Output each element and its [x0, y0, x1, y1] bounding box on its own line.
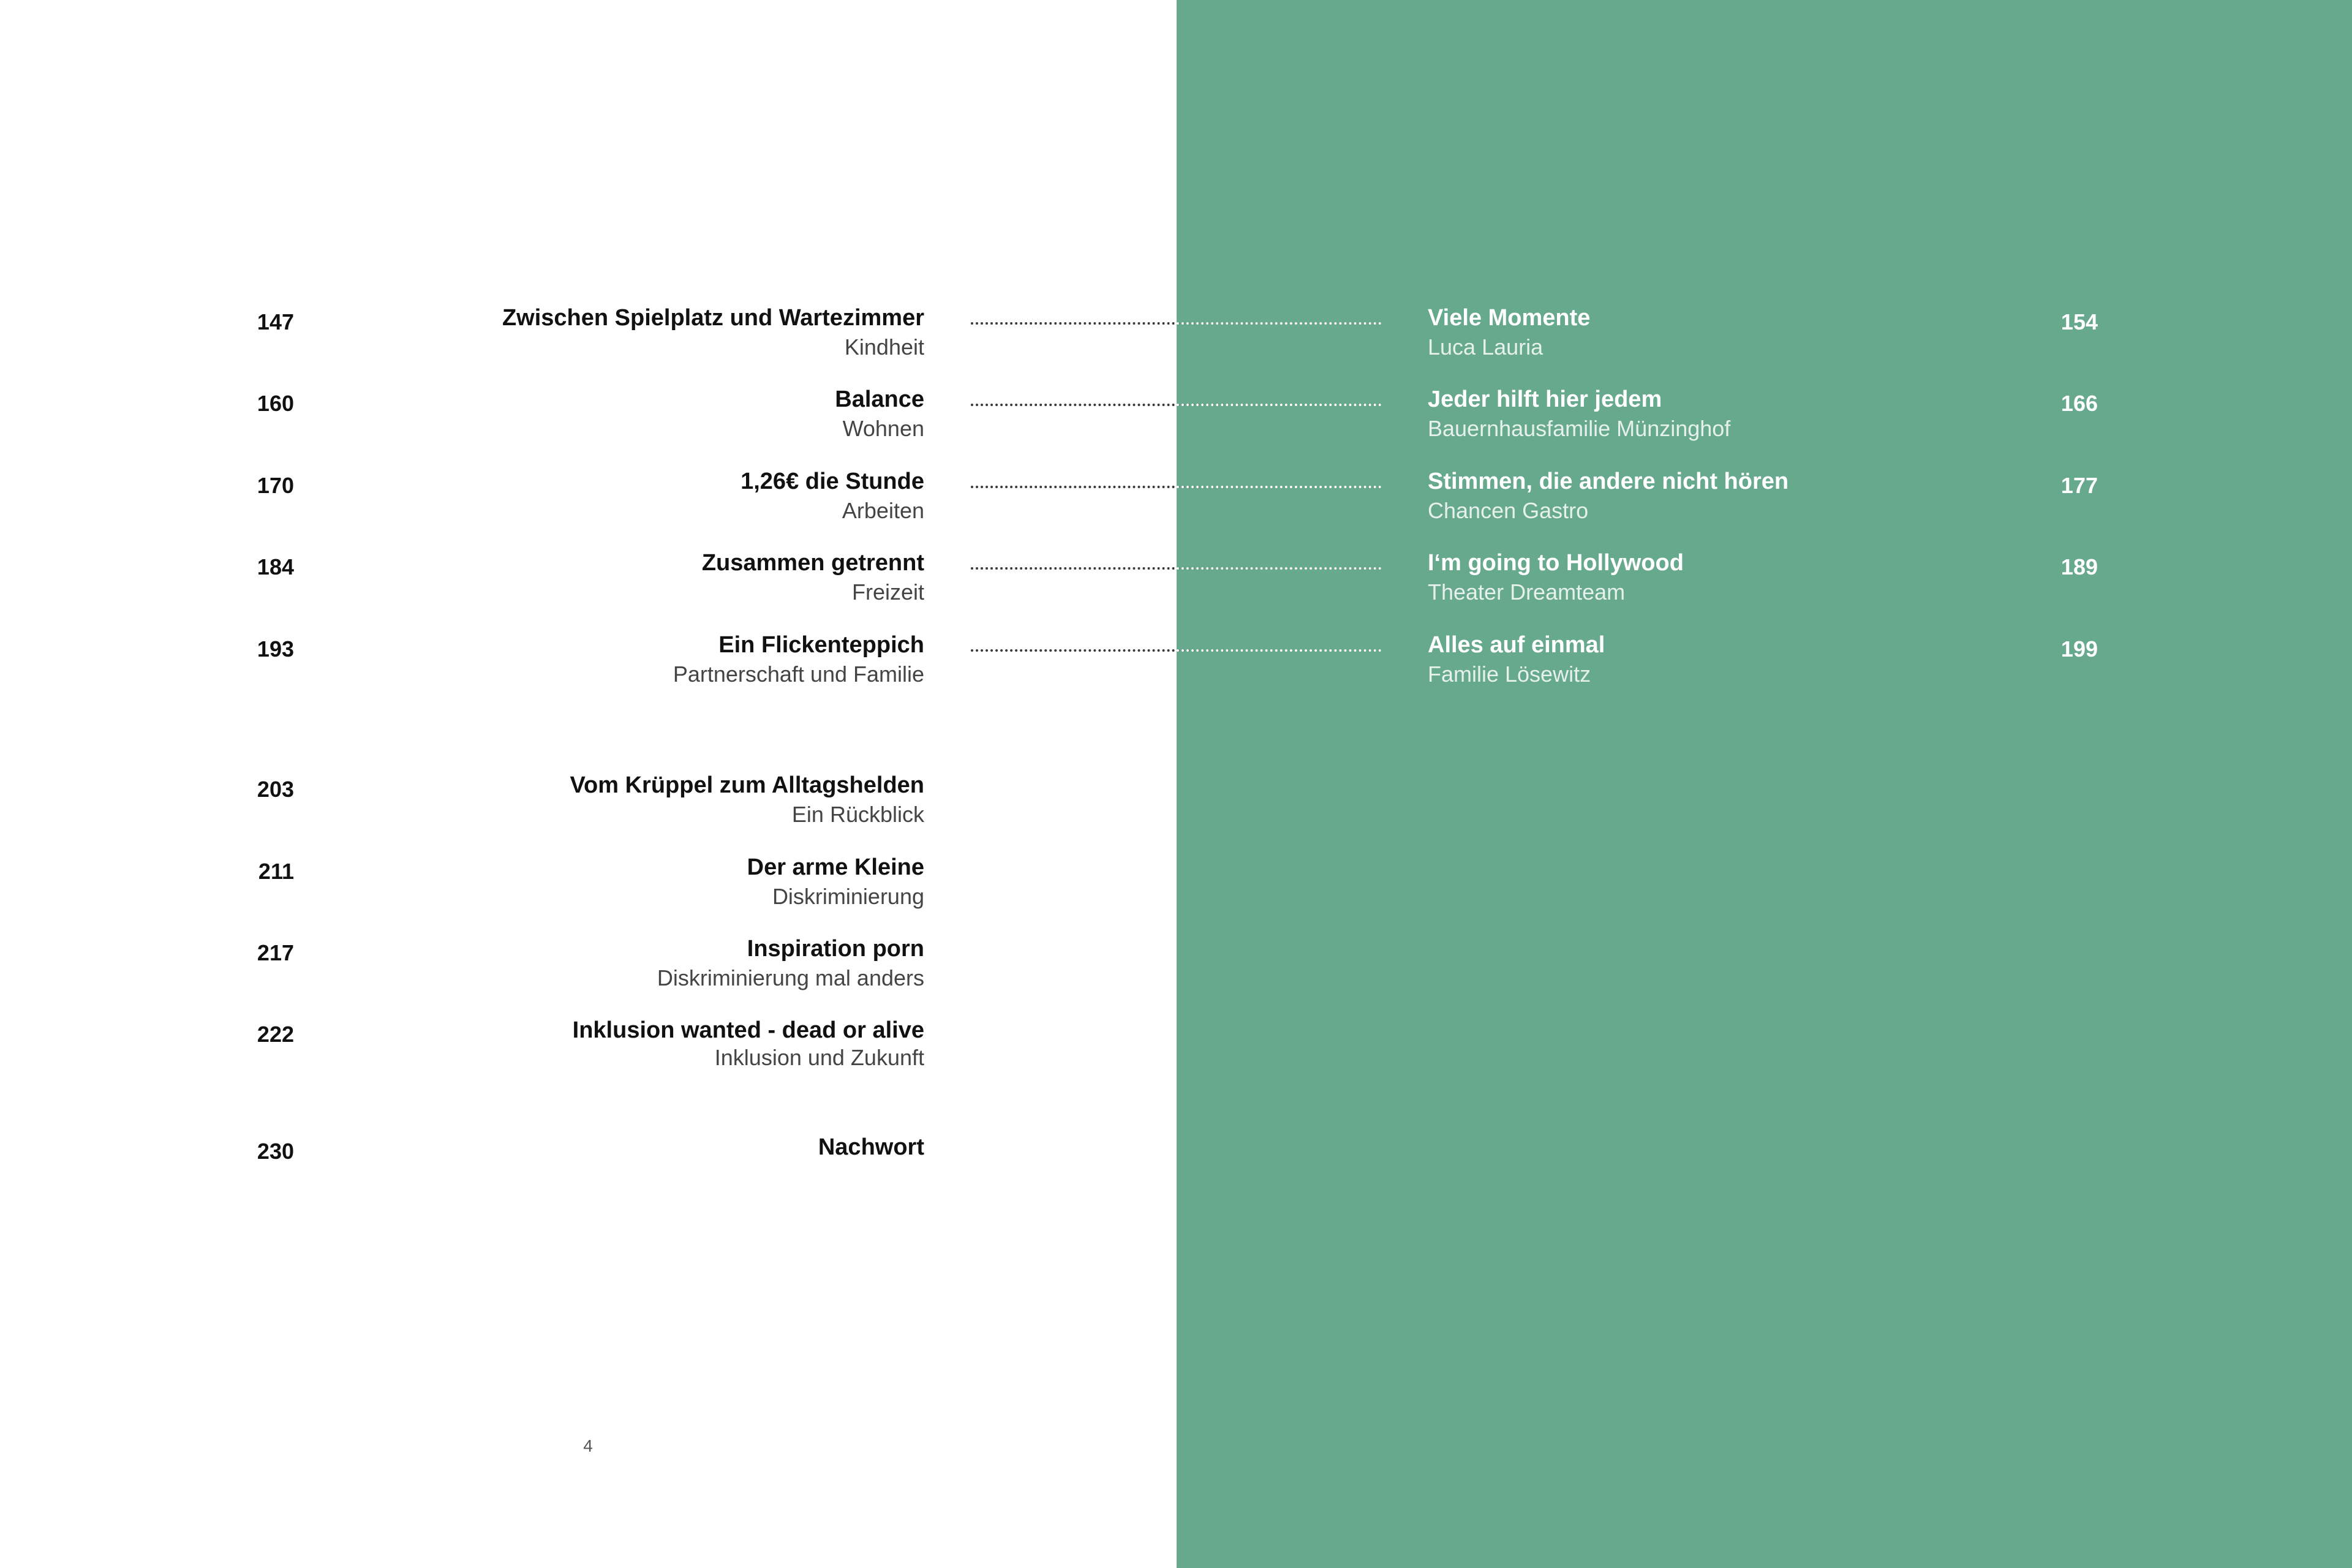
right-page	[1177, 0, 2352, 1568]
toc-page-number: 166	[2060, 391, 2098, 416]
toc-entry	[251, 1133, 924, 1162]
toc-entry-subtitle: Familie Lösewitz	[1428, 662, 1591, 687]
toc-entry-title: Inspiration porn	[747, 936, 924, 962]
toc-page-number: 217	[257, 940, 294, 965]
toc-entry-title: Ein Flickenteppich	[718, 632, 924, 658]
toc-entry	[251, 1016, 924, 1071]
toc-page-number: 147	[257, 309, 294, 334]
toc-entry-title: Nachwort	[818, 1134, 924, 1160]
toc-entry	[251, 630, 924, 689]
toc-entry-title: Der arme Kleine	[747, 854, 924, 880]
toc-entry-title: Vom Krüppel zum Alltagshelden	[570, 772, 924, 798]
toc-entry-title: Viele Momente	[1428, 305, 1591, 331]
toc-entry	[1428, 467, 2040, 526]
toc-entry	[251, 467, 924, 526]
toc-page-number: 211	[258, 859, 294, 884]
toc-entry	[251, 853, 924, 911]
toc-entry-title: 1,26€ die Stunde	[741, 469, 924, 494]
toc-entry	[1428, 303, 2040, 362]
toc-entry-title: Jeder hilft hier jedem	[1428, 386, 1662, 412]
toc-entry-subtitle: Theater Dreamteam	[1428, 579, 1626, 605]
toc-entry-title: Zusammen getrennt	[701, 550, 924, 576]
toc-entry	[251, 303, 924, 362]
toc-entry-title: I‘m going to Hollywood	[1428, 550, 1684, 576]
toc-page-number: 170	[257, 473, 294, 498]
toc-entry	[251, 385, 924, 443]
toc-entry	[1428, 630, 2040, 689]
toc-entry	[1428, 385, 2040, 443]
toc-entry-title: Zwischen Spielplatz und Wartezimmer	[502, 305, 924, 331]
toc-entry-subtitle: Ein Rückblick	[791, 802, 924, 827]
toc-entry-subtitle: Kindheit	[844, 334, 924, 360]
toc-entry-subtitle: Inklusion und Zukunft	[714, 1045, 924, 1070]
toc-entry	[251, 548, 924, 607]
toc-page-number: 199	[2060, 636, 2098, 662]
toc-entry	[251, 934, 924, 993]
toc-entry	[1428, 548, 2040, 607]
toc-entry-subtitle: Freizeit	[851, 579, 924, 605]
toc-entry-subtitle: Diskriminierung	[772, 884, 924, 909]
toc-entry-title: Alles auf einmal	[1428, 632, 1605, 658]
toc-entry-subtitle: Partnerschaft und Familie	[673, 662, 924, 687]
toc-page-number: 193	[257, 636, 294, 662]
dot-leader	[971, 322, 1381, 325]
toc-entry-subtitle: Chancen Gastro	[1428, 498, 1589, 523]
toc-page-number: 184	[257, 554, 294, 579]
toc-page-number: 222	[257, 1022, 294, 1047]
toc-entry-subtitle: Diskriminierung mal anders	[657, 965, 924, 990]
page-number-folio: 4	[583, 1436, 593, 1455]
toc-page-number: 154	[2060, 309, 2098, 334]
toc-page-number: 189	[2060, 554, 2098, 579]
toc-entry-subtitle: Luca Lauria	[1428, 334, 1544, 360]
toc-entry-title: Inklusion wanted - dead or alive	[572, 1017, 924, 1043]
dot-leader	[971, 649, 1381, 652]
toc-entry-subtitle: Bauernhausfamilie Münzinghof	[1428, 416, 1731, 441]
toc-entry-title: Balance	[835, 386, 924, 412]
toc-entry	[251, 771, 924, 829]
toc-entry-subtitle: Wohnen	[842, 416, 924, 441]
dot-leader	[971, 486, 1381, 488]
toc-page-number: 230	[257, 1139, 294, 1164]
toc-page-number: 203	[257, 777, 294, 802]
dot-leader	[971, 567, 1381, 570]
toc-entry-title: Stimmen, die andere nicht hören	[1428, 469, 1789, 494]
toc-page-number: 177	[2060, 473, 2098, 498]
toc-entry-subtitle: Arbeiten	[842, 498, 924, 523]
toc-page-number: 160	[257, 391, 294, 416]
dot-leader	[971, 404, 1381, 406]
